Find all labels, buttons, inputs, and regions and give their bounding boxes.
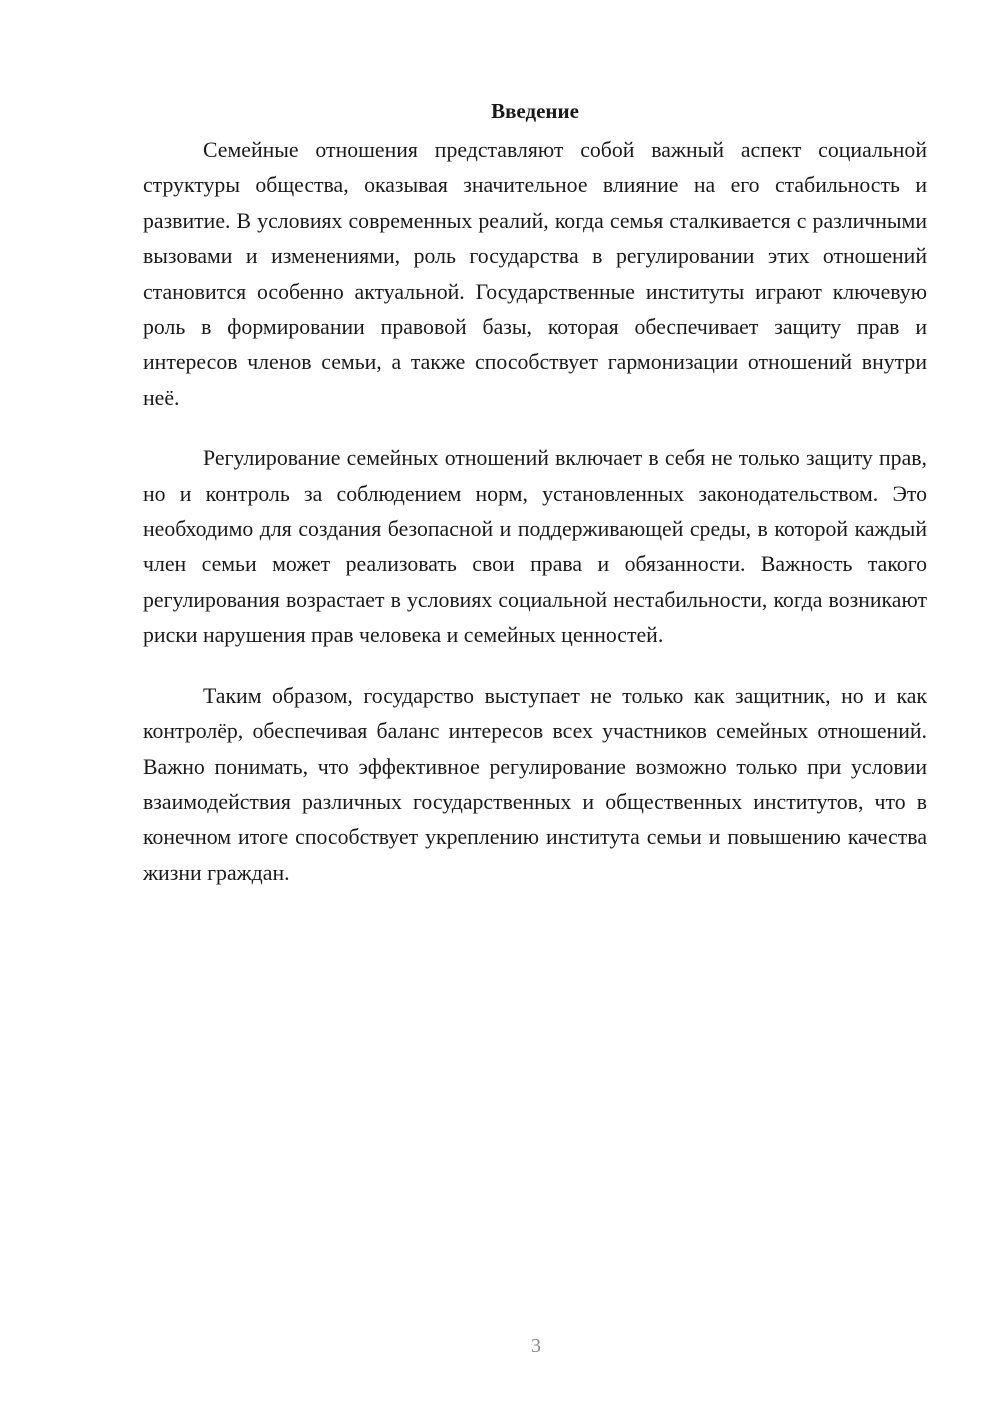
section-heading: Введение <box>491 99 579 123</box>
document-body <box>143 96 927 916</box>
paragraph-2: Регулирование семейных отношений включает в себя не только защиту прав, но и контроль за соблюдением норм, установленных законодательством. Это необходимо для создания безопасной и поддерживающей среды, в которой каждый член семьи может реализовать свои права и обязанности. Важность такого регулирования возрастает в условиях социальной нестабильности, когда возникают риски нарушения прав человека и семейных ценностей. <box>143 446 927 648</box>
paragraph-1: Семейные отношения представляют собой важный аспект социальной структуры общества, оказывая значительное влияние на его стабильность и развитие. В условиях современных реалий, когда семья сталкивается с различными вызовами и изменениями, роль государства в регулировании этих отношений становится особенно актуальной. Государственные институты играют ключевую роль в формировании правовой базы, которая обеспечивает защиту прав и интересов членов семьи, а также способствует гармонизации отношений внутри неё. <box>143 138 927 410</box>
paragraph-3: Таким образом, государство выступает не только как защитник, но и как контролёр, обеспечивая баланс интересов всех участников семейных отношений. Важно понимать, что эффективное регулирование возможно только при условии взаимодействия различных государственных и общественных институтов, что в конечном итоге способствует укреплению института семьи и повышению качества жизни граждан. <box>143 683 927 885</box>
page-number: 3 <box>531 1335 541 1357</box>
